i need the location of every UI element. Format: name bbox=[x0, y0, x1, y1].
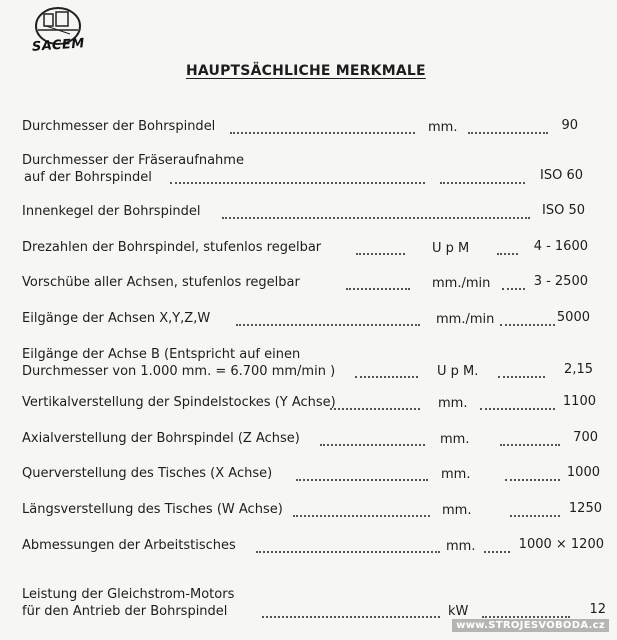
spec-label bbox=[22, 501, 283, 518]
leader-dots bbox=[510, 513, 560, 517]
logo-text: SACEM bbox=[31, 36, 86, 55]
spec-value: 1250 bbox=[568, 501, 602, 516]
leader-dots bbox=[256, 549, 440, 553]
watermark: www.STROJESVOBODA.cz bbox=[452, 619, 609, 632]
spec-value: ISO 50 bbox=[542, 203, 585, 218]
leader-dots bbox=[498, 374, 545, 378]
spec-label-line: für den Antrieb der Bohrspindel bbox=[22, 604, 228, 619]
leader-dots bbox=[262, 614, 440, 618]
spec-label-line: Drezahlen der Bohrspindel, stufenlos regelbar bbox=[22, 240, 322, 255]
spec-unit: mm. bbox=[446, 539, 476, 554]
spec-label-line: Innenkegel der Bohrspindel bbox=[22, 204, 201, 219]
spec-unit: mm./min bbox=[436, 312, 495, 327]
leader-dots bbox=[296, 477, 428, 481]
spec-unit: mm. bbox=[428, 120, 458, 135]
company-logo bbox=[24, 4, 96, 62]
spec-label-line: Vertikalverstellung der Spindelstockes (Y Achse) bbox=[22, 395, 336, 410]
spec-unit: U p M bbox=[432, 241, 470, 256]
spec-label-line: Axialverstellung der Bohrspindel (Z Achse) bbox=[22, 431, 300, 446]
spec-label bbox=[22, 239, 321, 256]
leader-dots bbox=[320, 442, 425, 446]
spec-unit: mm. bbox=[438, 396, 468, 411]
leader-dots bbox=[230, 130, 415, 134]
leader-dots bbox=[356, 251, 405, 255]
spec-value: 3 - 2500 bbox=[533, 274, 588, 289]
spec-label-line: Vorschübe aller Achsen, stufenlos regelbar bbox=[22, 275, 300, 290]
spec-unit: U p M. bbox=[437, 364, 479, 379]
spec-label bbox=[22, 118, 215, 135]
spec-label bbox=[22, 203, 201, 220]
page-title: HAUPTSÄCHLICHE MERKMALE bbox=[186, 63, 426, 79]
spec-value: 1000 bbox=[566, 465, 600, 480]
spec-value: 90 bbox=[561, 118, 578, 133]
spec-label-line: Querverstellung des Tisches (X Achse) bbox=[22, 466, 273, 481]
spec-value: 12 bbox=[589, 602, 606, 617]
spec-label bbox=[22, 394, 336, 411]
spec-value: 700 bbox=[573, 430, 598, 445]
leader-dots bbox=[500, 322, 555, 326]
leader-dots bbox=[484, 549, 510, 553]
leader-dots bbox=[236, 322, 420, 326]
spec-label-line: auf der Bohrspindel bbox=[24, 170, 152, 185]
spec-label-line: Längsverstellung des Tisches (W Achse) bbox=[22, 502, 283, 517]
leader-dots bbox=[293, 513, 430, 517]
spec-value: 4 - 1600 bbox=[533, 239, 588, 254]
spec-label-line: Durchmesser der Fräseraufnahme bbox=[22, 153, 244, 168]
spec-unit: mm. bbox=[441, 467, 471, 482]
spec-value: 2,15 bbox=[564, 362, 593, 377]
spec-label-line: Durchmesser von 1.000 mm. = 6.700 mm/min ) bbox=[22, 364, 336, 379]
spec-label-line: Eilgänge der Achse B (Entspricht auf einen bbox=[22, 347, 301, 362]
leader-dots bbox=[482, 614, 570, 618]
leader-dots bbox=[440, 180, 525, 184]
leader-dots bbox=[222, 215, 530, 219]
leader-dots bbox=[502, 286, 525, 290]
leader-dots bbox=[497, 251, 518, 255]
spec-unit: mm./min bbox=[432, 276, 491, 291]
spec-value: 1000 × 1200 bbox=[518, 537, 604, 552]
spec-unit: mm. bbox=[440, 432, 470, 447]
spec-value: ISO 60 bbox=[540, 168, 583, 183]
leader-dots bbox=[330, 406, 420, 410]
spec-label bbox=[22, 586, 234, 620]
spec-label bbox=[22, 465, 272, 482]
leader-dots bbox=[468, 130, 548, 134]
spec-label bbox=[22, 310, 210, 327]
spec-unit: kW bbox=[448, 604, 469, 619]
spec-label-line: Leistung der Gleichstrom-Motors bbox=[22, 587, 235, 602]
spec-value: 5000 bbox=[556, 310, 590, 325]
leader-dots bbox=[170, 180, 425, 184]
leader-dots bbox=[500, 442, 560, 446]
leader-dots bbox=[355, 374, 418, 378]
spec-label bbox=[22, 430, 300, 447]
spec-label bbox=[22, 274, 300, 291]
spec-label-line: Eilgänge der Achsen X,Y,Z,W bbox=[22, 311, 211, 326]
spec-label-line: Abmessungen der Arbeitstisches bbox=[22, 538, 236, 553]
leader-dots bbox=[505, 477, 560, 481]
spec-label-line: Durchmesser der Bohrspindel bbox=[22, 119, 216, 134]
spec-label bbox=[22, 346, 335, 380]
spec-value: 1100 bbox=[562, 394, 596, 409]
leader-dots bbox=[480, 406, 555, 410]
leader-dots bbox=[346, 286, 410, 290]
spec-label bbox=[22, 537, 236, 554]
spec-unit: mm. bbox=[442, 503, 472, 518]
